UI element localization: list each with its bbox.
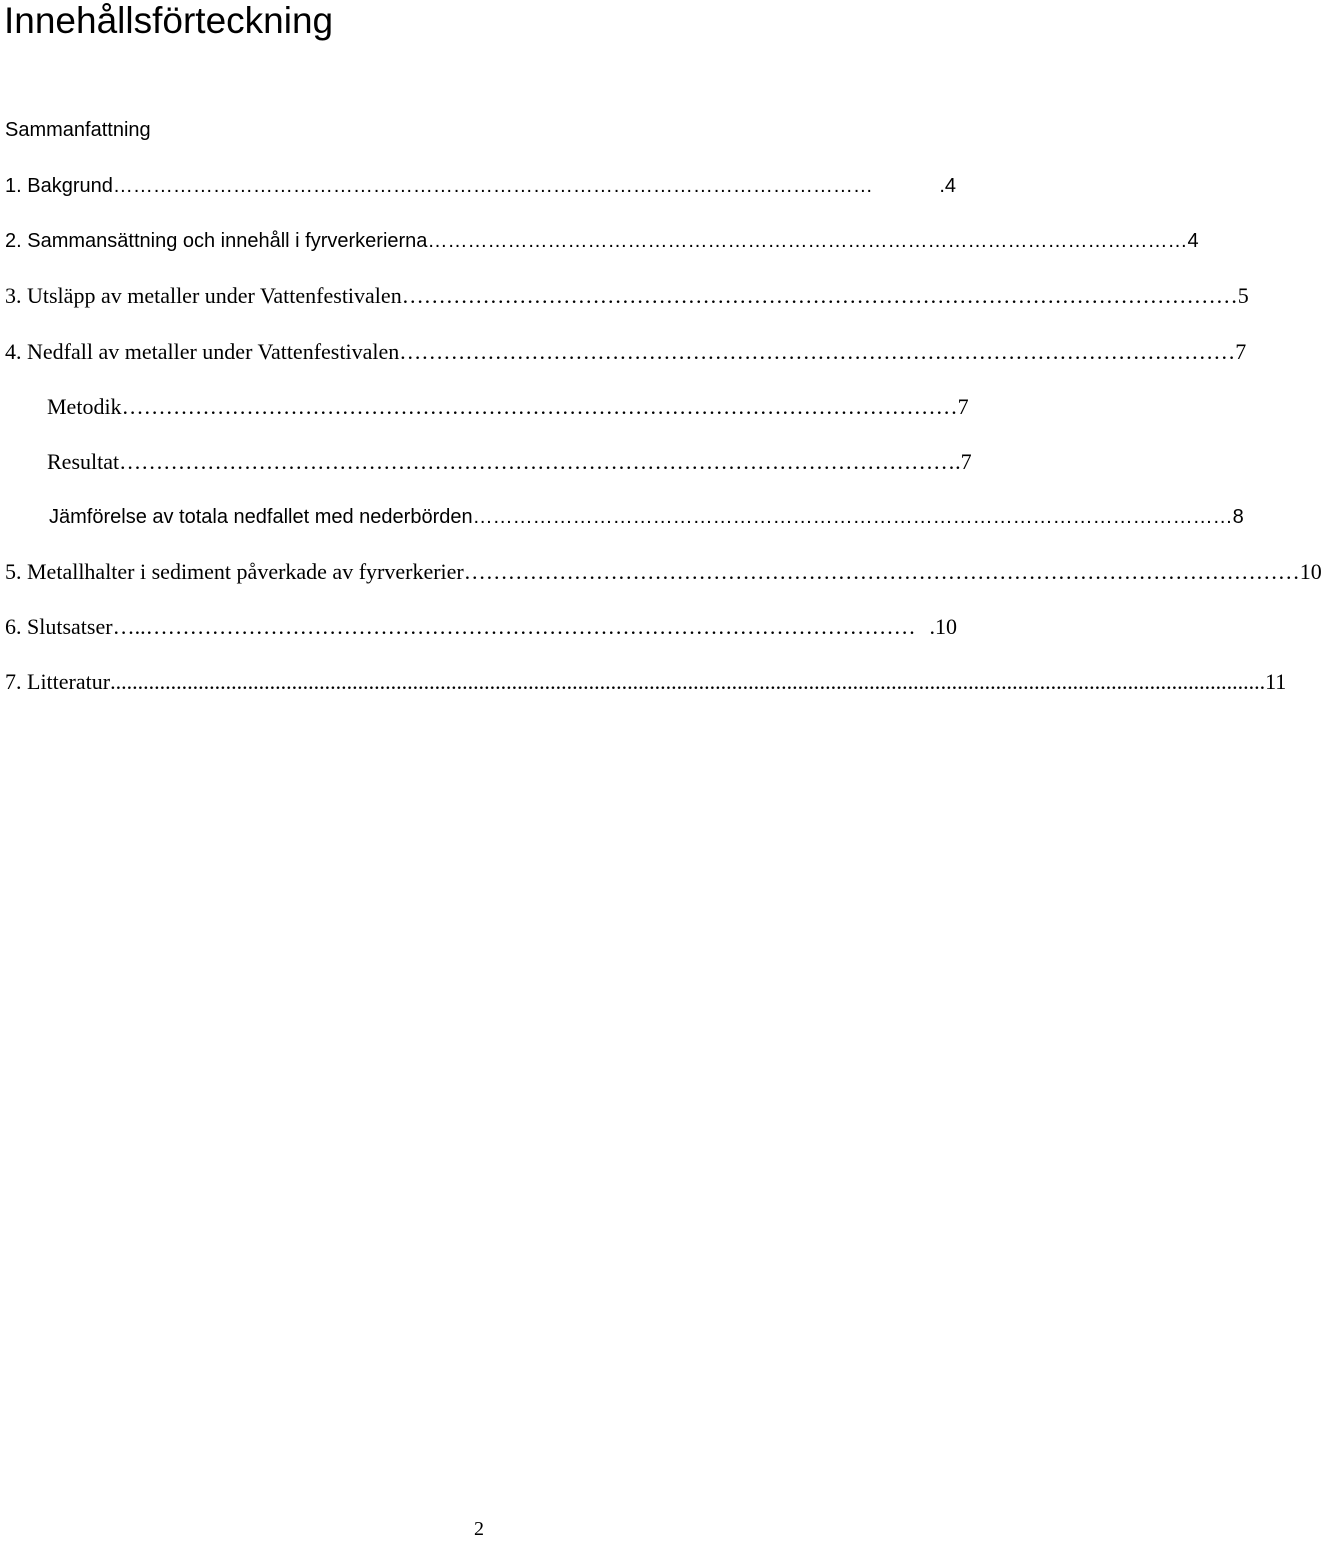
toc-entry-bakgrund[interactable] — [5, 171, 956, 201]
toc-page-number: 11 — [1265, 669, 1287, 694]
toc-page-number: .7 — [955, 449, 972, 474]
toc-entry-jamforelse[interactable] — [49, 502, 1244, 532]
toc-entry-label: 4. Nedfall av metaller under Vattenfestivalen — [5, 339, 400, 364]
toc-entry-utslapp[interactable] — [5, 281, 1249, 311]
toc-leader: …………………………………………………………………………………………………… — [112, 175, 873, 197]
toc-entry-label: 3. Utsläpp av metaller under Vattenfestivalen — [5, 283, 402, 308]
page-title: Innehållsförteckning — [4, 0, 334, 41]
toc-leader: …………………………………………………………………………………………………… — [427, 230, 1188, 252]
toc-page-number: 8 — [1232, 506, 1244, 528]
toc-entry-metallhalter[interactable] — [5, 557, 1322, 587]
toc-leader: …………………………………………………………………………………………………… — [472, 506, 1233, 528]
toc-leader: …………………………………………………………………………………………………… — [119, 449, 956, 474]
toc-page-number: 4 — [1187, 230, 1199, 252]
toc-leader: …………………………………………………………………………………………………… — [121, 394, 958, 419]
toc-page-number: 7 — [957, 394, 969, 419]
toc-entry-nedfall[interactable] — [5, 337, 1247, 367]
toc-entry-litteratur[interactable] — [5, 667, 1287, 697]
toc-entry-label: Resultat — [47, 449, 120, 474]
toc-entry-label: 6. Slutsatser — [5, 614, 113, 639]
toc-leader: …..…………………………………………………………………………………………… — [112, 614, 916, 639]
summary-heading: Sammanfattning — [5, 119, 151, 141]
toc-entry-metodik[interactable] — [47, 392, 969, 422]
toc-page-number: .4 — [939, 175, 956, 197]
toc-entry-label: 7. Litteratur — [5, 669, 111, 694]
toc-entry-label: 2. Sammansättning och innehåll i fyrverkerierna — [5, 230, 428, 252]
toc-entry-resultat[interactable] — [47, 447, 972, 477]
toc-entry-label: Metodik — [47, 394, 122, 419]
toc-entry-label: 5. Metallhalter i sediment påverkade av fyrverkerier — [5, 559, 464, 584]
toc-entry-label: 1. Bakgrund — [5, 175, 113, 197]
toc-page-number: 5 — [1237, 283, 1249, 308]
toc-entry-slutsatser[interactable] — [5, 612, 957, 642]
toc-page-number: .10 — [929, 614, 957, 639]
page-number: 2 — [474, 1518, 484, 1540]
toc-leader: …………………………………………………………………………………………………… — [463, 559, 1300, 584]
toc-page-number: 7 — [1235, 339, 1247, 364]
toc-page-number: 10 — [1299, 559, 1322, 584]
toc-leader: .................................................................................................................................................................................................................. — [110, 669, 1266, 694]
toc-entry-sammansattning[interactable] — [5, 226, 1199, 256]
toc-leader: …………………………………………………………………………………………………… — [399, 339, 1236, 364]
toc-leader: …………………………………………………………………………………………………… — [401, 283, 1238, 308]
toc-entry-label: Jämförelse av totala nedfallet med nederbörden — [49, 506, 473, 528]
